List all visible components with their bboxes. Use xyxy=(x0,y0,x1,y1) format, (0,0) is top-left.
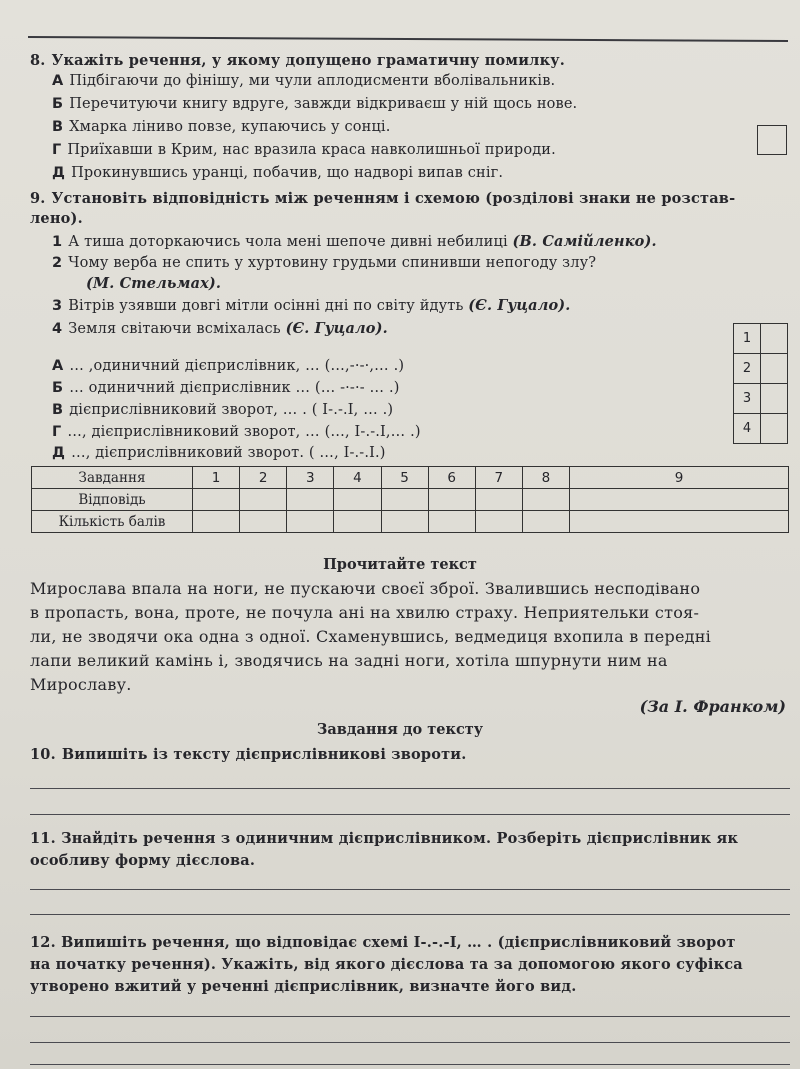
top-rule xyxy=(28,36,788,42)
q9-sentence-2: 2 Чому верба не спить у хуртовину грудьми спинивши непогоду злу? xyxy=(52,255,597,271)
task-number: 4 xyxy=(334,467,381,489)
points-cell[interactable] xyxy=(428,511,475,533)
q8-option-v: В Хмарка ліниво повзе, купаючись у сонці. xyxy=(52,119,391,135)
q9-prompt-line1: 9. Установіть відповідність між реченням і схемою (розділові знаки не розстав- xyxy=(30,190,736,207)
points-cell[interactable] xyxy=(570,511,789,533)
answer-line[interactable] xyxy=(30,914,790,915)
task-number: 9 xyxy=(570,467,789,489)
points-cell[interactable] xyxy=(522,511,569,533)
q8-answer-box[interactable] xyxy=(757,125,787,155)
grid-row-number: 4 xyxy=(734,414,761,444)
q12-line3: утворено вжитий у реченні дієприслівник, визначте його вид. xyxy=(30,978,577,995)
grid-row xyxy=(734,384,788,414)
reading-title: Прочитайте текст xyxy=(323,556,477,573)
q9-matching-grid xyxy=(733,323,788,444)
grid-row xyxy=(734,324,788,354)
grid-row xyxy=(734,414,788,444)
reading-source: (За І. Франком) xyxy=(639,697,786,716)
reading-line: Мирослава впала на ноги, не пускаючи своєї зброї. Звалившись несподівано xyxy=(30,579,701,598)
reading-line: Мирославу. xyxy=(30,675,132,694)
points-cell[interactable] xyxy=(287,511,334,533)
score-row-header: Кількість балів xyxy=(32,511,193,533)
q11-prompt xyxy=(30,828,792,872)
answer-cell[interactable] xyxy=(475,489,522,511)
grid-answer-cell[interactable] xyxy=(761,414,788,444)
grid-row-number: 1 xyxy=(734,324,761,354)
q10-prompt: 10. Випишіть із тексту дієприслівникові звороти. xyxy=(30,746,467,763)
points-cell[interactable] xyxy=(475,511,522,533)
q8-prompt: 8. Укажіть речення, у якому допущено граматичну помилку. xyxy=(30,52,565,69)
q12-line2: на початку речення). Укажіть, від якого дієслова та за допомогою якого суфікса xyxy=(30,956,743,973)
q9-sentence-3: 3 Вітрів узявши довгі мітли осінні дні по світу йдуть (Є. Гуцало). xyxy=(52,297,571,314)
q11-line1: 11. Знайдіть речення з одиничним дієприслівником. Розберіть дієприслівник як xyxy=(30,830,739,847)
q9-scheme-b: Б … одиничний дієприслівник … (… -·-·- … .) xyxy=(52,380,400,396)
q9-scheme-v: В дієприслівниковий зворот, … . ( І-.-.І, … .) xyxy=(52,402,394,418)
q8-option-g: Г Приїхавши в Крим, нас вразила краса навколишньої природи. xyxy=(52,142,556,158)
answer-cell[interactable] xyxy=(193,489,240,511)
answer-cell[interactable] xyxy=(287,489,334,511)
points-cell[interactable] xyxy=(193,511,240,533)
score-table xyxy=(31,466,789,533)
q9-scheme-a: А … ,одиничний дієприслівник, … (…,-·-·,… .) xyxy=(52,358,405,374)
answer-line[interactable] xyxy=(30,889,790,890)
answer-cell[interactable] xyxy=(570,489,789,511)
score-row-header: Відповідь xyxy=(32,489,193,511)
task-number: 8 xyxy=(522,467,569,489)
q8-option-b: Б Перечитуючи книгу вдруге, завжди відкриваєш у ній щось нове. xyxy=(52,96,578,112)
answer-line[interactable] xyxy=(30,788,790,789)
answer-line[interactable] xyxy=(30,1016,790,1017)
answer-line[interactable] xyxy=(30,1064,790,1065)
reading-line: ли, не зводячи ока одна з одної. Схаменувшись, ведмедиця вхопила в передні xyxy=(30,627,712,646)
q9-prompt-line2: лено). xyxy=(30,210,83,227)
grid-answer-cell[interactable] xyxy=(761,354,788,384)
points-cell[interactable] xyxy=(381,511,428,533)
task-number: 1 xyxy=(193,467,240,489)
reading-line: лапи великий камінь і, зводячись на задні ноги, хотіла шпурнути ним на xyxy=(30,651,668,670)
reading-line: в пропасть, вона, проте, не почула ані на хвилю страху. Неприятельки стоя- xyxy=(30,603,700,622)
points-cell[interactable] xyxy=(240,511,287,533)
q9-sentence-4: 4 Земля світаючи всміхалась (Є. Гуцало). xyxy=(52,320,388,337)
task-number: 5 xyxy=(381,467,428,489)
q12-prompt xyxy=(30,932,792,998)
answer-cell[interactable] xyxy=(240,489,287,511)
grid-answer-cell[interactable] xyxy=(761,324,788,354)
grid-row-number: 3 xyxy=(734,384,761,414)
task-number: 6 xyxy=(428,467,475,489)
grid-answer-cell[interactable] xyxy=(761,384,788,414)
points-cell[interactable] xyxy=(334,511,381,533)
tasks-title: Завдання до тексту xyxy=(316,721,484,738)
task-number: 7 xyxy=(475,467,522,489)
score-row-points xyxy=(32,511,789,533)
answer-line[interactable] xyxy=(30,1042,790,1043)
answer-cell[interactable] xyxy=(381,489,428,511)
task-number: 2 xyxy=(240,467,287,489)
q9-scheme-g: Г …, дієприслівниковий зворот, … (…, І-.-.І,… .) xyxy=(52,424,421,440)
task-number: 3 xyxy=(287,467,334,489)
score-row-tasks xyxy=(32,467,789,489)
answer-cell[interactable] xyxy=(334,489,381,511)
q9-scheme-d: Д …, дієприслівниковий зворот. ( …, І-.-.І.) xyxy=(52,445,386,461)
q11-line2: особливу форму дієслова. xyxy=(30,852,256,869)
score-row-header: Завдання xyxy=(32,467,193,489)
q12-line1: 12. Випишіть речення, що відповідає схемі І-.-.-І, … . (дієприслівниковий зворот xyxy=(30,934,736,951)
q8-option-d: Д Прокинувшись уранці, побачив, що надворі випав сніг. xyxy=(52,165,504,181)
answer-line[interactable] xyxy=(30,814,790,815)
q8-option-a: А Підбігаючи до фінішу, ми чули аплодисменти вболівальників. xyxy=(52,73,556,89)
answer-cell[interactable] xyxy=(522,489,569,511)
grid-row xyxy=(734,354,788,384)
grid-row-number: 2 xyxy=(734,354,761,384)
q9-sentence-2-author: (М. Стельмах). xyxy=(86,275,222,292)
q9-sentence-1: 1 А тиша доторкаючись чола мені шепоче дивні небилиці (В. Самійленко). xyxy=(52,233,657,250)
score-row-answers xyxy=(32,489,789,511)
answer-cell[interactable] xyxy=(428,489,475,511)
